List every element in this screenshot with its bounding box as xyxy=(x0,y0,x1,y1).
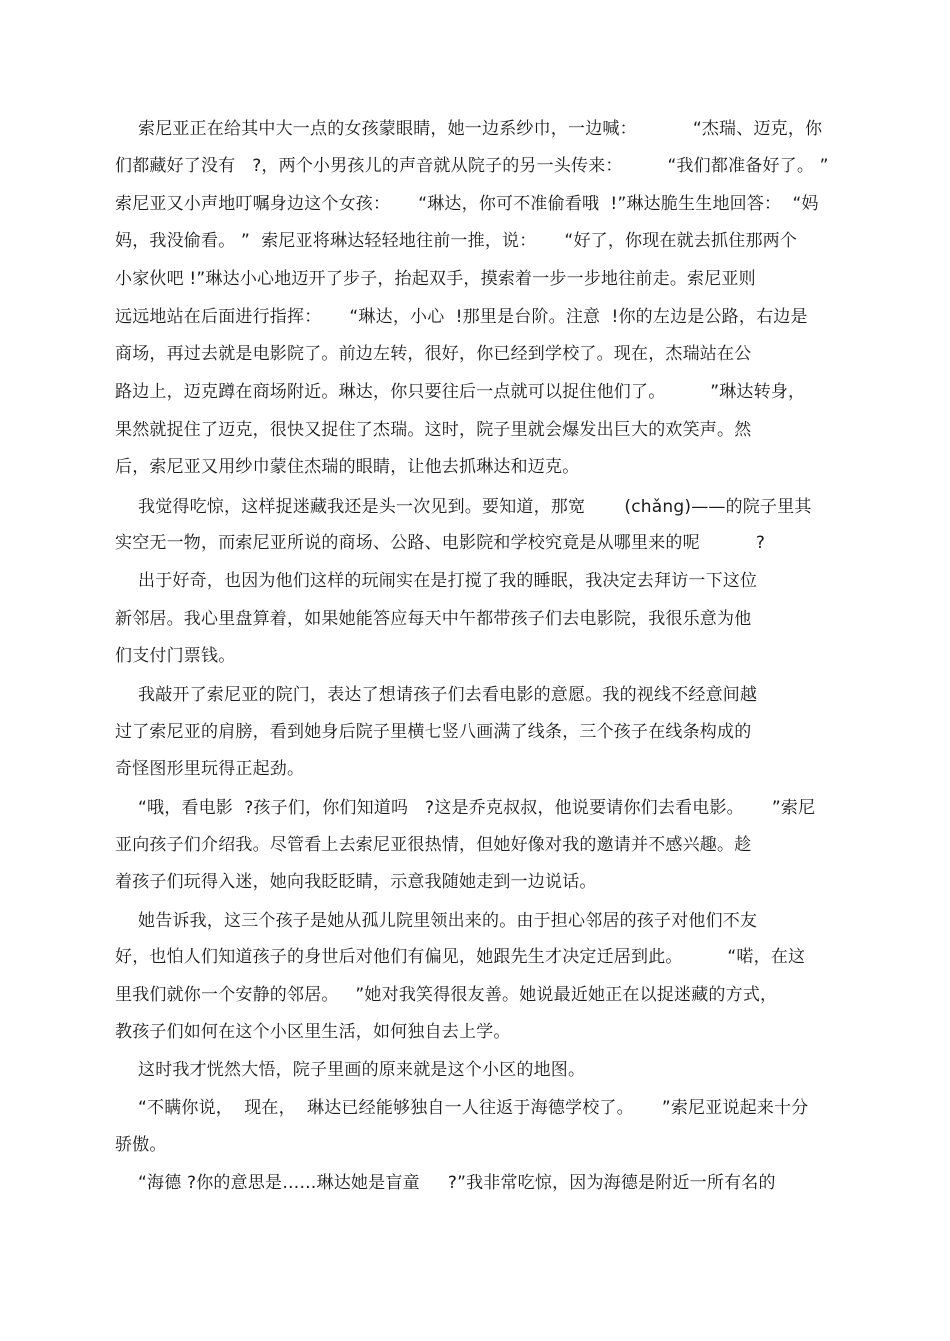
text-line: 好，也怕人们知道孩子的身世后对他们有偏见，她跟先生才决定迁居到此。 “喏，在这 xyxy=(115,947,806,967)
text-line: 们都藏好了没有 ?，两个小男孩儿的声音就从院子的另一头传来： “我们都准备好了。 ” xyxy=(115,156,829,176)
text-line: 我敲开了索尼亚的院门，表达了想请孩子们去看电影的意愿。我的视线不经意间越 xyxy=(138,685,758,705)
text-line: 索尼亚又小声地叮嘱身边这个女孩： “琳达，你可不准偷看哦 !”琳达脆生生地回答： “妈 xyxy=(115,194,819,214)
text-line: 后，索尼亚又用纱巾蒙住杰瑞的眼睛，让他去抓琳达和迈克。 xyxy=(115,457,580,477)
text-line: 奇怪图形里玩得正起劲。 xyxy=(115,759,305,779)
text-line: 里我们就你一个安静的邻居。 ”她对我笑得很友善。她说最近她正在以捉迷藏的方式， xyxy=(115,985,778,1005)
text-line: 们支付门票钱。 xyxy=(115,646,236,666)
text-line: 妈，我没偷看。 ” 索尼亚将琳达轻轻地往前一推，说： “好了，你现在就去抓住那两个 xyxy=(115,231,798,251)
text-line: 实空无一物，而索尼亚所说的商场、公路、电影院和学校究竟是从哪里来的呢 ? xyxy=(115,533,766,553)
text-line: 新邻居。我心里盘算着，如果她能答应每天中午都带孩子们去电影院，我很乐意为他 xyxy=(115,609,752,629)
text-line: 商场，再过去就是电影院了。前边左转，很好，你已经到学校了。现在，杰瑞站在公 xyxy=(115,344,752,364)
text-line: 远远地站在后面进行指挥： “琳达，小心 !那里是台阶。注意 !你的左边是公路，右边是 xyxy=(115,307,808,327)
text-line: 过了索尼亚的肩膀，看到她身后院子里横七竖八画满了线条，三个孩子在线条构成的 xyxy=(115,722,752,742)
text-line: 小家伙吧 !”琳达小心地迈开了步子，抬起双手，摸索着一步一步地往前走。索尼亚则 xyxy=(115,269,756,289)
text-line: 索尼亚正在给其中大一点的女孩蒙眼睛，她一边系纱巾，一边喊： “杰瑞、迈克，你 xyxy=(138,119,823,139)
text-line: 果然就捉住了迈克，很快又捉住了杰瑞。这时，院子里就会爆发出巨大的欢笑声。然 xyxy=(115,420,752,440)
text-line: 出于好奇，也因为他们这样的玩闹实在是打搅了我的睡眠，我决定去拜访一下这位 xyxy=(138,571,758,591)
text-line: “哦，看电影 ?孩子们，你们知道吗 ?这是乔克叔叔，他说要请你们去看电影。 ”索尼 xyxy=(138,798,816,818)
text-line: “不瞒你说， 现在， 琳达已经能够独自一人往返于海德学校了。 ”索尼亚说起来十分 xyxy=(138,1098,809,1118)
text-line: 教孩子们如何在这个小区里生活，如何独自去上学。 xyxy=(115,1022,511,1042)
text-line: 我觉得吃惊，这样捉迷藏我还是头一次见到。要知道，那宽 (chǎng)——的院子里其 xyxy=(138,497,812,517)
text-line: “海德 ?你的意思是……琳达她是盲童 ?”我非常吃惊，因为海德是附近一所有名的 xyxy=(138,1173,776,1193)
text-line: 着孩子们玩得入迷，她向我眨眨睛，示意我随她走到一边说话。 xyxy=(115,872,597,892)
text-line: 亚向孩子们介绍我。尽管看上去索尼亚很热情，但她好像对我的邀请并不感兴趣。趁 xyxy=(115,835,752,855)
text-line: 她告诉我，这三个孩子是她从孤儿院里领出来的。由于担心邻居的孩子对他们不友 xyxy=(138,911,758,931)
text-line: 骄傲。 xyxy=(115,1135,167,1155)
text-line: 这时我才恍然大悟，院子里画的原来就是这个小区的地图。 xyxy=(138,1060,586,1080)
text-line: 路边上，迈克蹲在商场附近。琳达，你只要往后一点就可以捉住他们了。 ”琳达转身， xyxy=(115,382,806,402)
